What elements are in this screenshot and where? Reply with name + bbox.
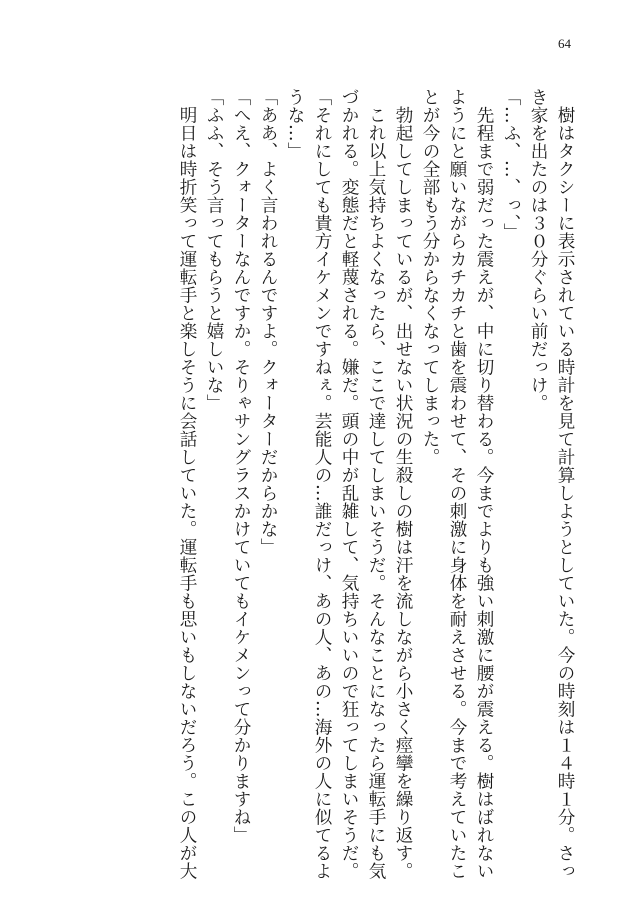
- text-line: 先程まで弱だった震えが、中に切り替わる。今までよりも強い刺激に腰が震える。樹はばれない: [474, 88, 494, 880]
- text-line: 樹はタクシーに表示されている時計を見て計算しようとしていた。今の時刻は１４時１分。さっ: [555, 88, 575, 880]
- text-line: 勃起してしまっているが、出せない状況の生殺しの樹は汗を流しながら小さく痙攣を繰り返す。: [393, 88, 413, 880]
- text-line: 「ああ、よく言われるんですよ。クォーターだからかな」: [258, 88, 278, 556]
- page-number: 64: [558, 36, 571, 51]
- text-line: づかれる。変態だと軽蔑される。嫌だ。頭の中が乱雑して、気持ちいいので狂ってしまいそうだ。: [339, 88, 359, 880]
- text-line: 明日は時折笑って運転手と楽しそうに会話していた。運転手も思いもしないだろう。この人が大: [177, 88, 197, 880]
- text-line: とが今の全部もう分からなくなってしまった。: [420, 88, 440, 466]
- text-line: 「それにしても貴方イケメンですねぇ。芸能人の…誰だっけ、あの人、あの…海外の人に似てるよ: [312, 88, 332, 880]
- text-line: き家を出たのは３０分ぐらい前だっけ。: [528, 88, 548, 412]
- text-line: 「へえ、クォーターなんですか。そりゃサングラスかけていてもイケメンって分かりますね」: [231, 88, 251, 844]
- text-line: 「ふふ、そう言ってもらうと嬉しいな」: [204, 88, 224, 412]
- text-line: ようにと願いながらカチカチと歯を震わせて、その刺激に身体を耐えさせる。今まで考えていたこ: [447, 88, 467, 880]
- text-line: 「…ふ、…、っ、」: [501, 88, 521, 242]
- text-line: これ以上気持ちよくなったら、ここで達してしまいそうだ。そんなことになったら運転手にも気: [366, 88, 386, 880]
- text-line: うな…」: [285, 88, 305, 160]
- novel-text-body: [38, 88, 578, 880]
